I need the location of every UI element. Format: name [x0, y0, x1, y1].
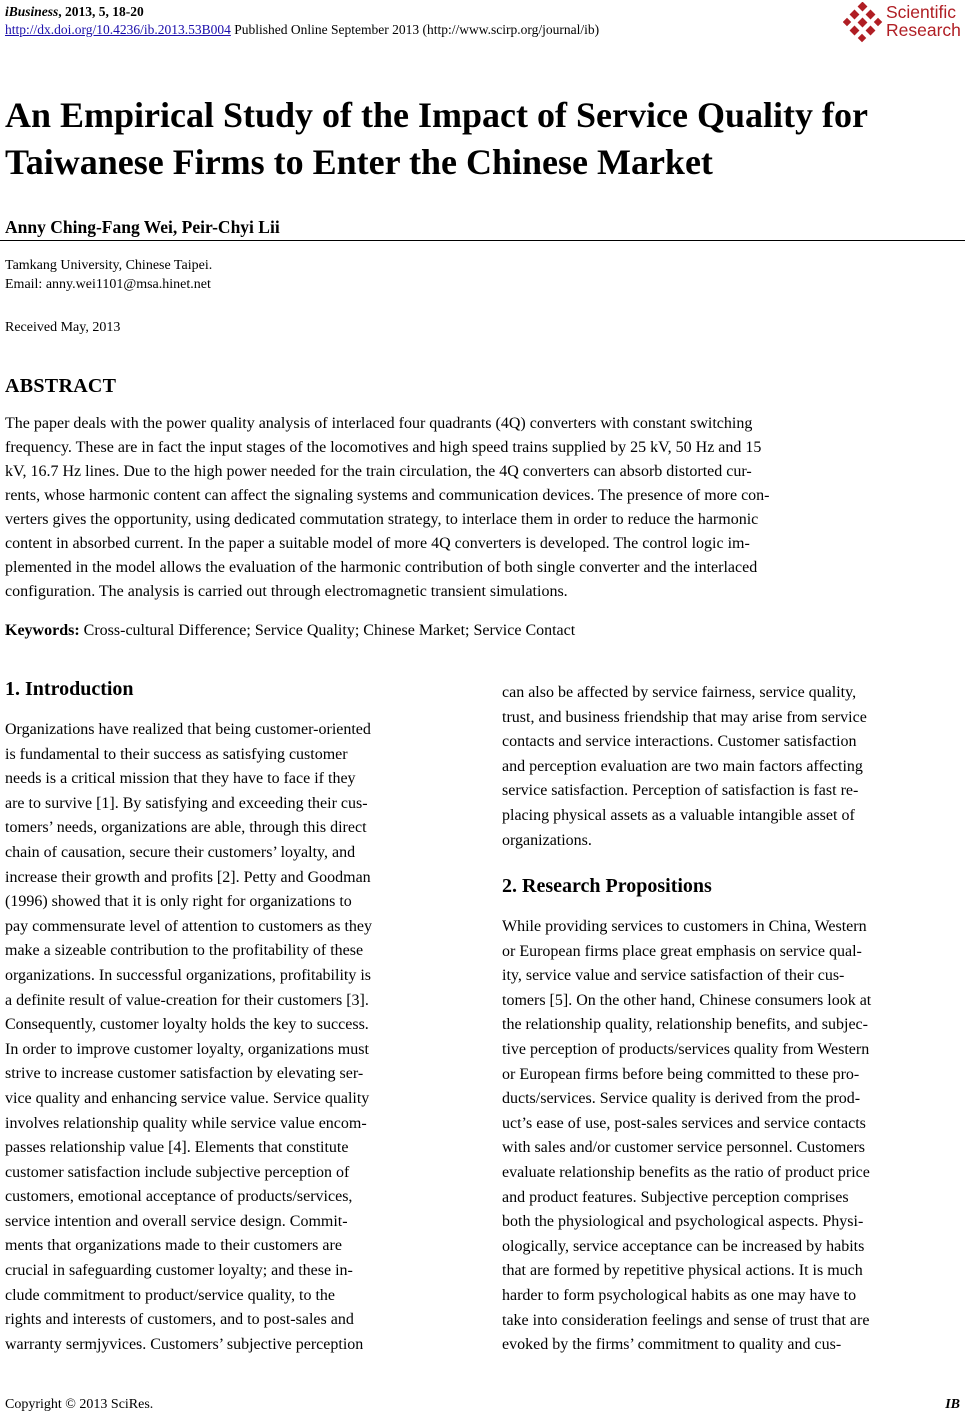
text-line: pay commensurate level of attention to customers as they	[5, 917, 372, 935]
text-line: In order to improve customer loyalty, organizations must	[5, 1040, 369, 1058]
journal-abbreviation: IB	[945, 1397, 960, 1412]
text-line: needs is a critical mission that they have to face if they	[5, 770, 356, 788]
abstract-line: plemented in the model allows the evaluation of the harmonic contribution of both single converter and the interlaced	[5, 559, 758, 576]
text-line: uct’s ease of use, post-sales services and service contacts	[502, 1114, 866, 1132]
text-line: increase their growth and profits [2]. Petty and Goodman	[5, 868, 371, 886]
text-line: evaluate relationship benefits as the ratio of product price	[502, 1163, 870, 1181]
section-2-heading: 2. Research Propositions	[502, 875, 712, 897]
text-line: take into consideration feelings and sense of trust that are	[502, 1311, 870, 1329]
section-1-continued	[502, 681, 965, 853]
publisher-logo	[843, 0, 965, 44]
abstract-line: content in absorbed current. In the paper a suitable model of more 4Q converters is developed. The control logic im-	[5, 535, 750, 552]
text-line: warranty sermjyvices. Customers’ subjective perception	[5, 1335, 364, 1353]
text-line: and perception evaluation are two main factors affecting	[502, 757, 863, 775]
doi-line	[5, 21, 599, 38]
keywords-label: Keywords:	[5, 622, 80, 639]
text-line: tive perception of products/services quality from Western	[502, 1040, 870, 1058]
text-line: can also be affected by service fairness, service quality,	[502, 684, 857, 701]
logo-text-line2: Research	[886, 20, 961, 40]
text-line: chain of causation, secure their customers’ loyalty, and	[5, 843, 356, 861]
text-line: or European firms before being committed to these pro-	[502, 1065, 860, 1083]
text-line: or European firms place great emphasis on service qual-	[502, 942, 862, 960]
text-line: trust, and business friendship that may arise from service	[502, 708, 867, 726]
title-divider	[0, 240, 965, 241]
journal-name: iBusiness	[5, 4, 59, 19]
text-line: ducts/services. Service quality is derived from the prod-	[502, 1090, 861, 1108]
journal-citation: , 2013, 5, 18-20	[58, 4, 144, 19]
text-line: and product features. Subjective perception comprises	[502, 1188, 849, 1206]
copyright-footer: Copyright © 2013 SciRes.	[5, 1397, 154, 1412]
text-line: a definite result of value-creation for their customers [3].	[5, 991, 369, 1009]
text-line: While providing services to customers in China, Western	[502, 918, 867, 935]
section-1-heading: 1. Introduction	[5, 678, 134, 700]
text-line: contacts and service interactions. Customer satisfaction	[502, 733, 857, 751]
title-line-1: An Empirical Study of the Impact of Service Quality for	[5, 95, 868, 135]
text-line: customer satisfaction include subjective perception of	[5, 1163, 350, 1181]
text-line: make a sizeable contribution to the profitability of these	[5, 942, 364, 960]
logo-text-line1: Scientific	[886, 2, 957, 22]
text-line: ologically, service acceptance can be increased by habits	[502, 1237, 865, 1255]
abstract-line: kV, 16.7 Hz lines. Due to the high power needed for the train circulation, the 4Q converters can absorb distorted cur-	[5, 463, 752, 480]
scientific-research-logo-icon	[843, 2, 885, 44]
text-line: passes relationship value [4]. Elements that constitute	[5, 1139, 349, 1157]
text-line: customers, emotional acceptance of products/services,	[5, 1188, 353, 1206]
received-date: Received May, 2013	[5, 320, 121, 335]
text-line: with sales and/or customer service personnel. Customers	[502, 1139, 866, 1157]
text-line: clude commitment to product/service quality, to the	[5, 1286, 335, 1304]
text-line: evoked by the firms’ commitment to quality and cus-	[502, 1336, 842, 1354]
text-line: placing physical assets as a valuable intangible asset of	[502, 806, 855, 824]
doi-link[interactable]: http://dx.doi.org/10.4236/ib.2013.53B004	[5, 22, 231, 37]
abstract-body	[5, 412, 965, 604]
affiliation: Tamkang University, Chinese Taipei.	[5, 258, 213, 273]
text-line: (1996) showed that it is only right for organizations to	[5, 893, 352, 911]
title-line-2: Taiwanese Firms to Enter the Chinese Market	[5, 142, 713, 182]
text-line: crucial in safeguarding customer loyalty; and these in-	[5, 1262, 353, 1280]
text-line: rights and interests of customers, and to post-sales and	[5, 1311, 354, 1329]
text-line: the relationship quality, relationship benefits, and subjec-	[502, 1016, 868, 1034]
keywords	[5, 622, 575, 640]
text-line: ity, service value and service satisfaction of their cus-	[502, 967, 845, 985]
text-line: that are formed by repetitive physical actions. It is much	[502, 1262, 863, 1280]
text-line: Organizations have realized that being customer-oriented	[5, 721, 371, 738]
abstract-heading: ABSTRACT	[5, 375, 117, 397]
text-line: ments that organizations made to their customers are	[5, 1237, 342, 1255]
text-line: is fundamental to their success as satisfying customer	[5, 745, 348, 763]
running-header	[5, 3, 144, 20]
text-line: organizations.	[502, 831, 592, 849]
paper-title	[5, 92, 960, 186]
section-2-body	[502, 915, 965, 1358]
authors: Anny Ching-Fang Wei, Peir-Chyi Lii	[5, 217, 280, 237]
email: Email: anny.wei1101@msa.hinet.net	[5, 277, 211, 292]
text-line: service satisfaction. Perception of satisfaction is fast re-	[502, 782, 859, 800]
text-line: involves relationship quality while service value encom-	[5, 1114, 367, 1132]
text-line: tomers’ needs, organizations are able, through this direct	[5, 819, 367, 837]
abstract-line: The paper deals with the power quality analysis of interlaced four quadrants (4Q) converters with constant switching	[5, 415, 753, 432]
abstract-line: frequency. These are in fact the input stages of the locomotives and high speed trains supplied by 25 kV, 50 Hz and 15	[5, 439, 762, 456]
logo-text	[886, 3, 961, 39]
text-line: are to survive [1]. By satisfying and exceeding their cus-	[5, 794, 368, 812]
text-line: Consequently, customer loyalty holds the key to success.	[5, 1016, 369, 1034]
abstract-line: rents, whose harmonic content can affect the signaling systems and communication devices. The presence of more con-	[5, 487, 770, 504]
abstract-line: verters gives the opportunity, using dedicated commutation strategy, to interlace them in order to reduce the harmonic	[5, 511, 759, 528]
published-info: Published Online September 2013 (http://www.scirp.org/journal/ib)	[230, 22, 600, 37]
text-line: strive to increase customer satisfaction by elevating ser-	[5, 1065, 364, 1083]
text-line: harder to form psychological habits as one may have to	[502, 1286, 857, 1304]
abstract-line: configuration. The analysis is carried out through electromagnetic transient simulations.	[5, 583, 568, 600]
text-line: vice quality and enhancing service value. Service quality	[5, 1089, 370, 1107]
text-line: both the physiological and psychological aspects. Physi-	[502, 1213, 864, 1231]
text-line: tomers [5]. On the other hand, Chinese consumers look at	[502, 991, 872, 1009]
section-1-body	[5, 718, 462, 1357]
keywords-text: Cross-cultural Difference; Service Quality; Chinese Market; Service Contact	[79, 622, 576, 639]
text-line: service intention and overall service design. Commit-	[5, 1212, 348, 1230]
text-line: organizations. In successful organizations, profitability is	[5, 966, 371, 984]
